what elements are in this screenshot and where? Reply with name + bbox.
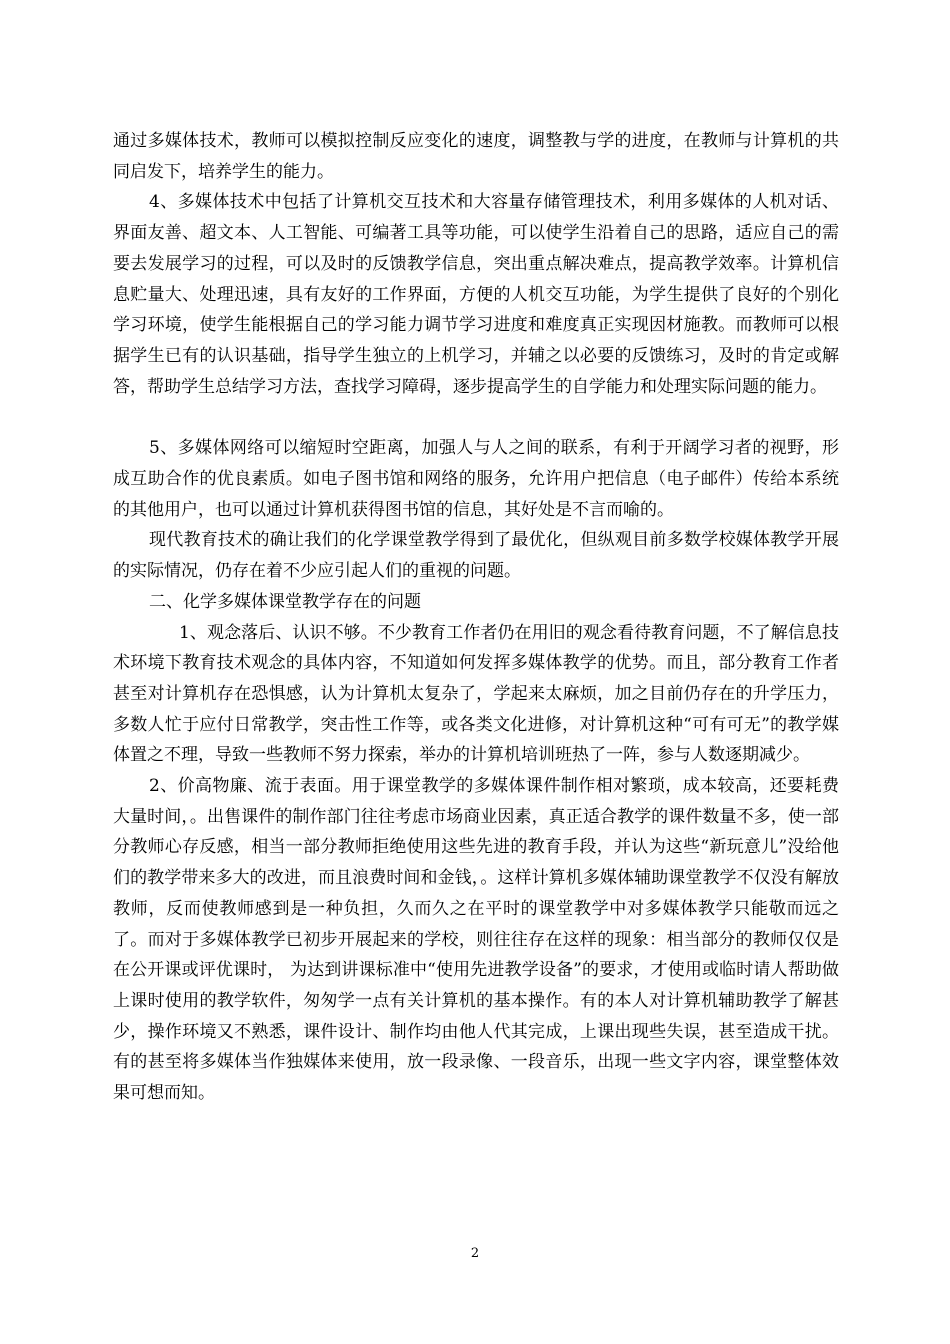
paragraph-problem-2: 2、价高物廉、流于表面。用于课堂教学的多媒体课件制作相对繁琐，成本较高，还要耗费大量时间，。出售课件的制作部门往往考虑市场商业因素，真正适合教学的课件数量不多，使一部分教师心存反感，相当一部分教师拒绝使用这些先进的教育手段，并认为这些“新玩意儿”没给他们的教学带来多大的改进，而且浪费时间和金钱，。这样计算机多媒体辅助课堂教学不仅没有解放教师，反而使教师感到是一种负担，久而久之在平时的课堂教学中对多媒体教学只能敬而远之了。而对于多媒体教学已初步开展起来的学校，则往往存在这样的现象：相当部分的教师仅仅是在公开课或评优课时， 为达到讲课标准中“使用先进教学设备”的要求，才使用或临时请人帮助做上课时使用的教学软件，匆匆学一点有关计算机的基本操作。有的本人对计算机辅助教学了解甚少，操作环境又不熟悉，课件设计、制作均由他人代其完成，上课出现些失误，甚至造成干扰。有的甚至将多媒体当作独媒体来使用，放一段录像、一段音乐，出现一些文字内容，课堂整体效果可想而知。 [113, 776, 839, 1104]
paragraph-problem-1: 1、观念落后、认识不够。不少教育工作者仍在用旧的观念看待教育问题，不了解信息技术环境下教育技术观念的具体内容，不知道如何发挥多媒体教学的优势。而且，部分教育工作者甚至对计算机存在恐惧感，认为计算机太复杂了，学起来太麻烦，加之目前仍存在的升学压力，多数人忙于应付日常教学，突击性工作等，或各类文化进修，对计算机这种“可有可无”的教学媒体置之不理，导致一些教师不努力探索，举办的计算机培训班热了一阵，参与人数逐期减少。 [113, 622, 839, 766]
paragraph-continuation: 通过多媒体技术，教师可以模拟控制反应变化的速度，调整教与学的进度，在教师与计算机的共同启发下，培养学生的能力。 [113, 131, 839, 182]
paragraph-point-5: 5、多媒体网络可以缩短时空距离，加强人与人之间的联系，有利于开阔学习者的视野，形成互助合作的优良素质。如电子图书馆和网络的服务，允许用户把信息（电子邮件）传给本系统的其他用户，也可以通过计算机获得图书馆的信息，其好处是不言而喻的。 [113, 438, 839, 520]
document-page [113, 126, 839, 1109]
paragraph-summary: 现代教育技术的确让我们的化学课堂教学得到了最优化，但纵观目前多数学校媒体教学开展的实际情况，仍存在着不少应引起人们的重视的问题。 [113, 530, 839, 582]
section-heading: 二、化学多媒体课堂教学存在的问题 [149, 591, 421, 612]
page-number: 2 [470, 1246, 480, 1261]
blank-line [113, 402, 839, 433]
paragraph-point-4: 4、多媒体技术中包括了计算机交互技术和大容量存储管理技术，利用多媒体的人机对话、界面友善、超文本、人工智能、可编著工具等功能，可以使学生沿着自己的思路，适应自己的需要去发展学习的过程，可以及时的反馈教学信息，突出重点解决难点，提高教学效率。计算机信息贮量大、处理迅速，具有友好的工作界面，方便的人机交互功能，为学生提供了良好的个别化学习环境，使学生能根据自己的学习能力调节学习进度和难度真正实现因材施教。而教师可以根据学生已有的认识基础，指导学生独立的上机学习，并辅之以必要的反馈练习，及时的肯定或解答，帮助学生总结学习方法，查找学习障碍，逐步提高学生的自学能力和处理实际问题的能力。 [113, 192, 839, 397]
